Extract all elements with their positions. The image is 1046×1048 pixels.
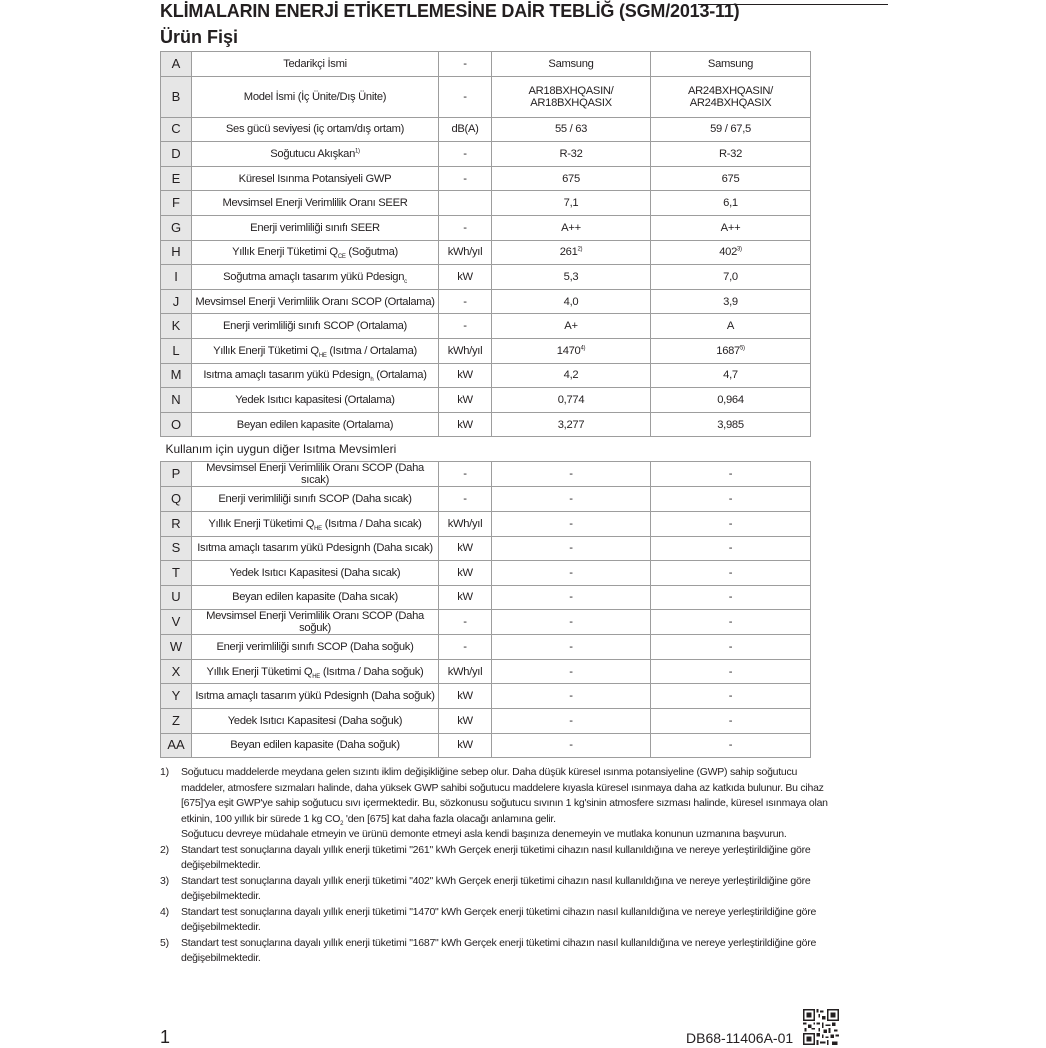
table-row xyxy=(161,338,811,363)
row-unit: kWh/yıl xyxy=(439,659,492,684)
value-model-1: - xyxy=(492,684,651,709)
row-label: Enerji verimliliği sınıfı SCOP (Ortalama) xyxy=(192,314,439,339)
row-code: S xyxy=(161,536,192,561)
value-model-1: 1470$^{4)}$ xyxy=(492,338,651,363)
document-code: DB68-11406A-01 xyxy=(686,1030,794,1046)
footnote-text: Soğutucu maddelerde meydana gelen sızıntı iklim değişikliğine sebep olur. Daha düşük küresel ısınma potansiyeline (GWP) sahip soğutucu maddeler, atmosfere sızmaları halinde, daha yüksek GWP sahibi soğutucu maddelere kıyasla küresel ısınmaya daha az katkıda bulunur. Bu cihaz [675]'ya eşit GWP'ye sahip soğutucu sıvı içermektedir. Bu, sözkonusu soğutucu sıvının 1 kg'sinin atmosfere sızması halinde, küresel ısınmaya olan etkinin, 100 yıllık bir sürede 1 kg $CO_2$ 'den [675] kat daha fazla olacağı anlamına gelir. Soğutucu devreye müdahale etmeyin ve ürünü demonte etmeyi asla kendi başınıza denemeyin ve mutlaka konunun uzmanına başvurun. xyxy=(181,766,828,840)
table-row xyxy=(161,561,811,586)
value-model-2: A xyxy=(651,314,811,339)
row-code: F xyxy=(161,191,192,216)
row-code: J xyxy=(161,289,192,314)
title-rule xyxy=(698,4,888,5)
row-unit: kW xyxy=(439,412,492,437)
row-unit: - xyxy=(439,635,492,660)
value-model-2: 59 / 67,5 xyxy=(651,117,811,142)
value-model-1: 4,0 xyxy=(492,289,651,314)
row-code: Z xyxy=(161,709,192,734)
value-model-1: Samsung xyxy=(492,52,651,77)
value-model-2: AR24BXHQASIN/ AR24BXHQASIX xyxy=(651,76,811,117)
row-code: C xyxy=(161,117,192,142)
row-unit: - xyxy=(439,52,492,77)
row-code: Y xyxy=(161,684,192,709)
footnote-number: 3) xyxy=(160,874,169,887)
row-unit: kWh/yıl xyxy=(439,240,492,265)
row-code: A xyxy=(161,52,192,77)
row-unit: kW xyxy=(439,585,492,610)
row-unit: - xyxy=(439,487,492,512)
footnote-2 xyxy=(160,843,840,874)
row-label: Soğutma amaçlı tasarım yükü Pdesign$_c$ xyxy=(192,265,439,290)
table-row xyxy=(161,635,811,660)
value-model-1: - xyxy=(492,610,651,635)
row-code: L xyxy=(161,338,192,363)
row-code: K xyxy=(161,314,192,339)
value-model-1: - xyxy=(492,462,651,487)
section-heading: Kullanım için uygun diğer Isıtma Mevsimleri xyxy=(161,437,811,462)
value-model-2: 3,9 xyxy=(651,289,811,314)
value-model-2: - xyxy=(651,561,811,586)
row-unit: kW xyxy=(439,536,492,561)
value-model-1: 0,774 xyxy=(492,388,651,413)
row-code: R xyxy=(161,511,192,536)
table-row xyxy=(161,388,811,413)
row-unit: - xyxy=(439,610,492,635)
value-model-1: - xyxy=(492,585,651,610)
table-row xyxy=(161,191,811,216)
footnote-number: 5) xyxy=(160,936,169,949)
row-label: Yıllık Enerji Tüketimi $Q_{CE}$ (Soğutma) xyxy=(192,240,439,265)
row-label: Mevsimsel Enerji Verimlilik Oranı SCOP (Ortalama) xyxy=(192,289,439,314)
table-row xyxy=(161,265,811,290)
row-label: Isıtma amaçlı tasarım yükü Pdesignh (Daha soğuk) xyxy=(192,684,439,709)
value-model-2: - xyxy=(651,635,811,660)
row-unit: kW xyxy=(439,388,492,413)
value-model-2: - xyxy=(651,511,811,536)
value-model-2: 402$^{3)}$ xyxy=(651,240,811,265)
value-model-1: - xyxy=(492,733,651,758)
row-label: Isıtma amaçlı tasarım yükü Pdesignh (Daha sıcak) xyxy=(192,536,439,561)
row-label: Isıtma amaçlı tasarım yükü Pdesign$_h$ (Ortalama) xyxy=(192,363,439,388)
value-model-2: - xyxy=(651,462,811,487)
row-unit: kWh/yıl xyxy=(439,511,492,536)
table-row xyxy=(161,52,811,77)
table-row xyxy=(161,684,811,709)
row-code: B xyxy=(161,76,192,117)
table-row xyxy=(161,659,811,684)
row-unit: kW xyxy=(439,733,492,758)
footnote-text: Standart test sonuçlarına dayalı yıllık enerji tüketimi "1687" kWh Gerçek enerji tüketimi cihazın nasıl kullanıldığına ve nereye yerleştirildiğine göre değişebilmektedir. xyxy=(181,936,817,964)
value-model-2: - xyxy=(651,684,811,709)
table-row xyxy=(161,536,811,561)
document-subtitle: Ürün Fişi xyxy=(160,27,239,47)
footnote-text: Standart test sonuçlarına dayalı yıllık enerji tüketimi "1470" kWh Gerçek enerji tüketimi cihazın nasıl kullanıldığına ve nereye yerleştirildiğine göre değişebilmektedir. xyxy=(181,905,817,933)
table-row xyxy=(161,289,811,314)
value-model-1: - xyxy=(492,511,651,536)
value-model-1: AR18BXHQASIN/ AR18BXHQASIX xyxy=(492,76,651,117)
section-heading-row xyxy=(161,437,811,462)
value-model-1: 675 xyxy=(492,166,651,191)
value-model-2: - xyxy=(651,659,811,684)
row-code: M xyxy=(161,363,192,388)
footnote-3 xyxy=(160,874,840,905)
row-unit: dB(A) xyxy=(439,117,492,142)
row-label: Beyan edilen kapasite (Daha sıcak) xyxy=(192,585,439,610)
row-label: Enerji verimliliği sınıfı SEER xyxy=(192,215,439,240)
table-row xyxy=(161,511,811,536)
product-spec-table xyxy=(160,51,811,758)
row-label: Enerji verimliliği sınıfı SCOP (Daha sıcak) xyxy=(192,487,439,512)
row-unit xyxy=(439,191,492,216)
value-model-2: Samsung xyxy=(651,52,811,77)
value-model-2: 3,985 xyxy=(651,412,811,437)
value-model-1: A++ xyxy=(492,215,651,240)
document-title: KLİMALARIN ENERJİ ETİKETLEMESİNE DAİR TEBLİĞ (SGM/2013-11) xyxy=(160,1,740,21)
row-code: O xyxy=(161,412,192,437)
row-code: W xyxy=(161,635,192,660)
row-unit: - xyxy=(439,142,492,167)
table-row xyxy=(161,363,811,388)
table-row xyxy=(161,240,811,265)
row-label: Küresel Isınma Potansiyeli GWP xyxy=(192,166,439,191)
row-unit: kW xyxy=(439,684,492,709)
row-code: AA xyxy=(161,733,192,758)
row-unit: kWh/yıl xyxy=(439,338,492,363)
table-row xyxy=(161,412,811,437)
value-model-1: 4,2 xyxy=(492,363,651,388)
row-unit: kW xyxy=(439,363,492,388)
row-label: Yıllık Enerji Tüketimi $Q_{HE}$ (Isıtma / Ortalama) xyxy=(192,338,439,363)
value-model-2: 7,0 xyxy=(651,265,811,290)
value-model-1: - xyxy=(492,487,651,512)
value-model-2: - xyxy=(651,585,811,610)
footnotes xyxy=(160,765,840,967)
row-unit: - xyxy=(439,76,492,117)
row-code: D xyxy=(161,142,192,167)
table-row xyxy=(161,733,811,758)
row-code: Q xyxy=(161,487,192,512)
table-row xyxy=(161,585,811,610)
row-unit: kW xyxy=(439,265,492,290)
row-label: Soğutucu Akışkan$^{1)}$ xyxy=(192,142,439,167)
value-model-2: R-32 xyxy=(651,142,811,167)
table-row xyxy=(161,610,811,635)
row-unit: - xyxy=(439,215,492,240)
row-label: Model İsmi (İç Ünite/Dış Ünite) xyxy=(192,76,439,117)
row-code: T xyxy=(161,561,192,586)
value-model-2: - xyxy=(651,733,811,758)
value-model-2: 6,1 xyxy=(651,191,811,216)
table-row xyxy=(161,462,811,487)
row-unit: - xyxy=(439,462,492,487)
table-row xyxy=(161,166,811,191)
value-model-1: A+ xyxy=(492,314,651,339)
row-label: Yedek Isıtıcı kapasitesi (Ortalama) xyxy=(192,388,439,413)
row-unit: - xyxy=(439,289,492,314)
row-code: I xyxy=(161,265,192,290)
value-model-2: 675 xyxy=(651,166,811,191)
table-row xyxy=(161,215,811,240)
value-model-1: R-32 xyxy=(492,142,651,167)
table-row xyxy=(161,314,811,339)
table-row xyxy=(161,709,811,734)
row-label: Ses gücü seviyesi (iç ortam/dış ortam) xyxy=(192,117,439,142)
row-code: H xyxy=(161,240,192,265)
table-row xyxy=(161,142,811,167)
value-model-2: 0,964 xyxy=(651,388,811,413)
row-code: U xyxy=(161,585,192,610)
qr-code-icon xyxy=(803,1009,839,1045)
row-unit: - xyxy=(439,314,492,339)
row-code: V xyxy=(161,610,192,635)
value-model-1: - xyxy=(492,561,651,586)
footnote-4 xyxy=(160,905,840,936)
row-label: Enerji verimliliği sınıfı SCOP (Daha soğuk) xyxy=(192,635,439,660)
row-unit: kW xyxy=(439,561,492,586)
row-label: Beyan edilen kapasite (Ortalama) xyxy=(192,412,439,437)
table-row xyxy=(161,117,811,142)
value-model-2: A++ xyxy=(651,215,811,240)
value-model-1: 7,1 xyxy=(492,191,651,216)
row-label: Mevsimsel Enerji Verimlilik Oranı SCOP (Daha sıcak) xyxy=(192,462,439,487)
row-label: Tedarikçi İsmi xyxy=(192,52,439,77)
footnote-5 xyxy=(160,936,840,967)
row-code: X xyxy=(161,659,192,684)
value-model-2: - xyxy=(651,709,811,734)
footnote-text: Standart test sonuçlarına dayalı yıllık enerji tüketimi "261" kWh Gerçek enerji tüketimi cihazın nasıl kullanıldığına ve nereye yerleştirildiğine göre değişebilmektedir. xyxy=(181,843,811,871)
footnote-number: 4) xyxy=(160,905,169,918)
row-label: Yıllık Enerji Tüketimi $Q_{HE}$ (Isıtma / Daha sıcak) xyxy=(192,511,439,536)
value-model-1: - xyxy=(492,709,651,734)
row-unit: - xyxy=(439,166,492,191)
value-model-2: 4,7 xyxy=(651,363,811,388)
value-model-1: - xyxy=(492,635,651,660)
row-code: P xyxy=(161,462,192,487)
row-code: E xyxy=(161,166,192,191)
value-model-1: 55 / 63 xyxy=(492,117,651,142)
footnote-number: 2) xyxy=(160,843,169,856)
row-label: Mevsimsel Enerji Verimlilik Oranı SCOP (Daha soğuk) xyxy=(192,610,439,635)
row-code: N xyxy=(161,388,192,413)
row-label: Mevsimsel Enerji Verimlilik Oranı SEER xyxy=(192,191,439,216)
value-model-2: - xyxy=(651,536,811,561)
row-label: Yıllık Enerji Tüketimi $Q_{HE}$ (Isıtma / Daha soğuk) xyxy=(192,659,439,684)
footnote-1 xyxy=(160,765,840,843)
footnote-text: Standart test sonuçlarına dayalı yıllık enerji tüketimi "402" kWh Gerçek enerji tüketimi cihazın nasıl kullanıldığına ve nereye yerleştirildiğine göre değişebilmektedir. xyxy=(181,874,811,902)
value-model-2: - xyxy=(651,487,811,512)
page-number: 1 xyxy=(160,1027,171,1047)
row-label: Yedek Isıtıcı Kapasitesi (Daha sıcak) xyxy=(192,561,439,586)
value-model-2: - xyxy=(651,610,811,635)
value-model-1: 5,3 xyxy=(492,265,651,290)
footnote-number: 1) xyxy=(160,766,169,778)
row-label: Yedek Isıtıcı Kapasitesi (Daha soğuk) xyxy=(192,709,439,734)
value-model-1: 261$^{2)}$ xyxy=(492,240,651,265)
row-label: Beyan edilen kapasite (Daha soğuk) xyxy=(192,733,439,758)
value-model-1: 3,277 xyxy=(492,412,651,437)
value-model-1: - xyxy=(492,536,651,561)
value-model-1: - xyxy=(492,659,651,684)
row-code: G xyxy=(161,215,192,240)
value-model-2: 1687$^{5)}$ xyxy=(651,338,811,363)
row-unit: kW xyxy=(439,709,492,734)
table-row xyxy=(161,76,811,117)
table-row xyxy=(161,487,811,512)
